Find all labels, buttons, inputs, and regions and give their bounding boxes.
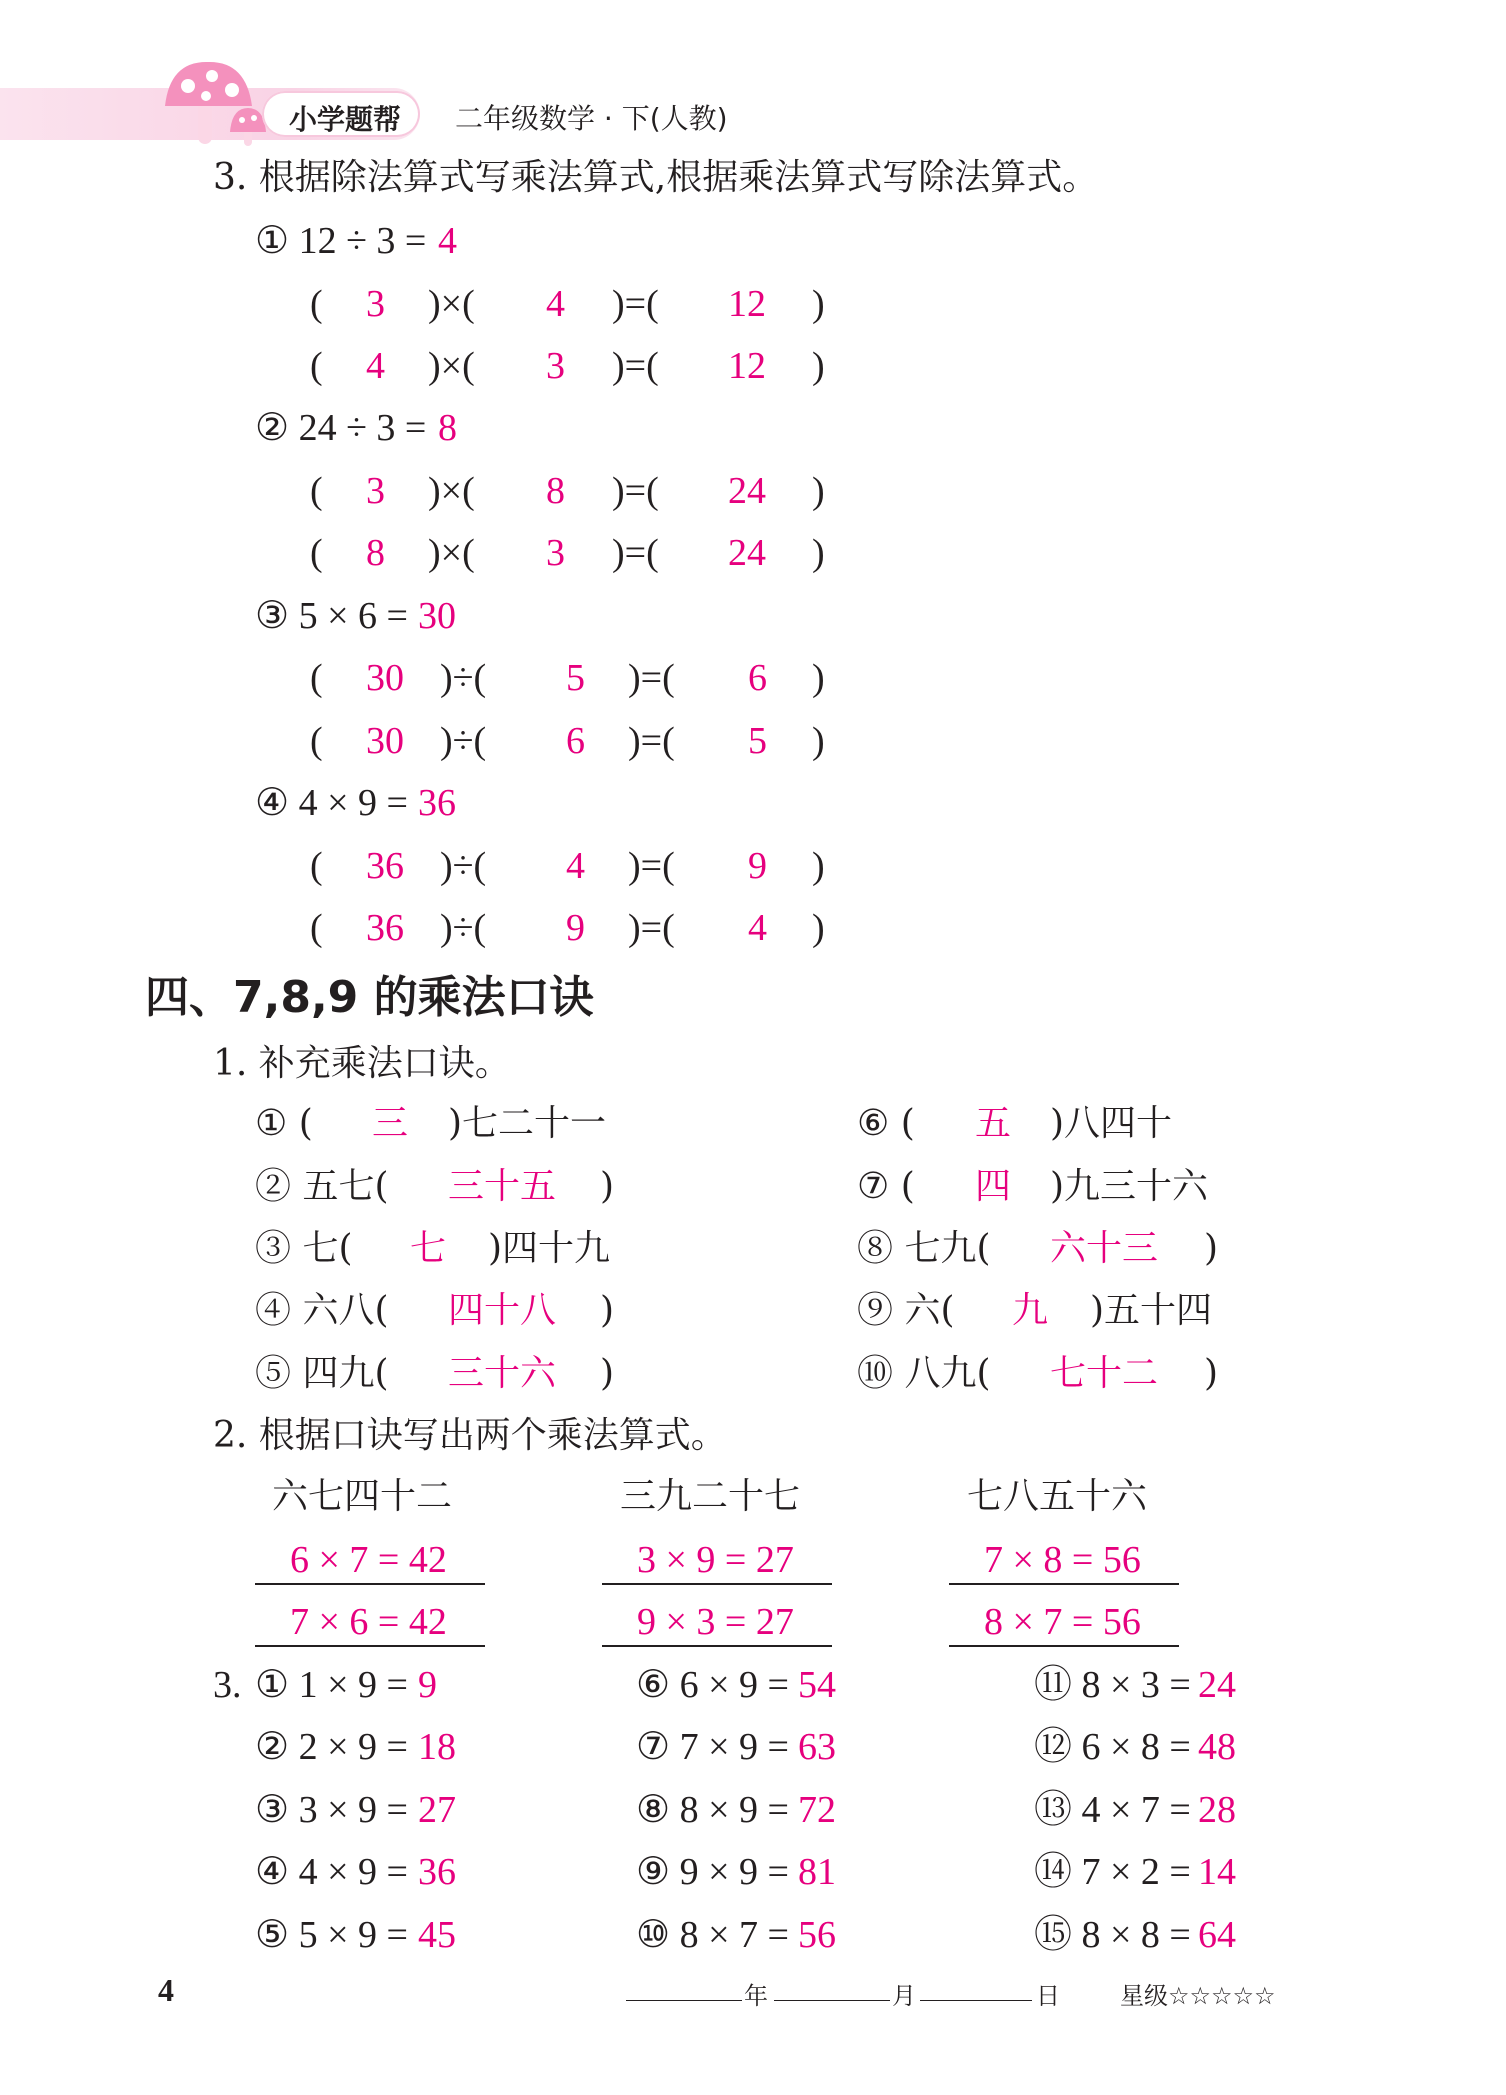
paren-open: ( [310,657,323,699]
q3-item-answer: 8 [438,407,457,449]
paren-close: ) [812,283,825,325]
p1-item-answer: 四 [975,1166,1012,1207]
year-blank-line [626,2000,742,2001]
p1-item-pre: ⑩ 八九( [857,1353,991,1394]
p1-item-pre: ⑤ 四九( [255,1353,389,1394]
q3-item-label: ④ 4 × 9 = [255,782,408,824]
q3-row-b: 3 [546,532,565,574]
p1-item-pre: ⑧ 七九( [857,1228,991,1269]
p2-rhyme: 七八五十六 [967,1476,1148,1517]
equals-paren: )=( [612,532,659,574]
p1-item-answer: 六十三 [1050,1228,1159,1269]
paren-open: ( [310,907,323,949]
p3-question: ⑮ 8 × 8 = [1034,1914,1191,1956]
p1-item-pre: ⑥ ( [857,1103,915,1144]
p3-answer: 18 [418,1726,456,1768]
equals-paren: )=( [628,845,675,887]
equals-paren: )=( [612,470,659,512]
p3-question: ⑨ 9 × 9 = [636,1851,789,1893]
p3-question: ⑫ 6 × 8 = [1034,1726,1191,1768]
p1-item-pre: ⑦ ( [857,1166,915,1207]
paren-close: ) [812,470,825,512]
q3-row-a: 3 [366,470,385,512]
footer-rating: 星级☆☆☆☆☆ [1120,1982,1276,2010]
p3-answer: 27 [418,1789,456,1831]
q3-row-op: )÷( [440,657,487,699]
paren-open: ( [310,345,323,387]
q3-row-a: 36 [366,845,404,887]
p1-item-post: )七二十一 [448,1103,607,1144]
answer-line [949,1583,1179,1585]
q3-row-a: 8 [366,532,385,574]
q3-row-b: 4 [546,283,565,325]
p3-question: ④ 4 × 9 = [255,1851,408,1893]
p3-question: ⑤ 5 × 9 = [255,1914,408,1956]
p1-item-post: ) [1204,1353,1219,1394]
p1-item-pre: ① ( [255,1103,313,1144]
p1-item-post: )四十九 [488,1228,611,1269]
equals-paren: )=( [612,283,659,325]
q3-row-c: 24 [728,470,766,512]
p3-answer: 28 [1198,1789,1236,1831]
q3-row-c: 5 [748,720,767,762]
q3-row-b: 5 [566,657,585,699]
equals-paren: )=( [628,657,675,699]
q3-row-a: 3 [366,283,385,325]
paren-open: ( [310,283,323,325]
p2-title: 2. 根据口诀写出两个乘法算式。 [213,1415,727,1456]
equals-paren: )=( [628,720,675,762]
p3-question: ① 1 × 9 = [255,1664,408,1706]
answer-line [602,1583,832,1585]
p3-question: ⑦ 7 × 9 = [636,1726,789,1768]
paren-close: ) [812,345,825,387]
q3-row-b: 8 [546,470,565,512]
q3-row-op: )×( [428,470,475,512]
p3-question: ⑧ 8 × 9 = [636,1789,789,1831]
p3-answer: 24 [1198,1664,1236,1706]
paren-close: ) [812,657,825,699]
p3-answer: 54 [798,1664,836,1706]
p3-answer: 45 [418,1914,456,1956]
p1-item-post: ) [1204,1228,1219,1269]
q3-row-a: 36 [366,907,404,949]
equals-paren: )=( [612,345,659,387]
paren-close: ) [812,720,825,762]
paren-open: ( [310,720,323,762]
q3-row-c: 24 [728,532,766,574]
p1-item-answer: 三十五 [448,1166,557,1207]
p1-item-post: ) [600,1166,615,1207]
p3-answer: 81 [798,1851,836,1893]
footer-year-label: 年 [744,1982,768,2010]
q3-title: 3. 根据除法算式写乘法算式,根据乘法算式写除法算式。 [213,157,1099,198]
p1-item-pre: ② 五七( [255,1166,389,1207]
p3-answer: 64 [1198,1914,1236,1956]
q3-row-a: 30 [366,657,404,699]
p1-item-post: )九三十六 [1050,1166,1209,1207]
p1-item-answer: 七十二 [1050,1353,1159,1394]
q3-item-label: ③ 5 × 6 = [255,595,408,637]
q3-item-label: ② 24 ÷ 3 = [255,407,427,449]
p1-item-pre: ④ 六八( [255,1290,389,1331]
paren-close: ) [812,532,825,574]
p3-answer: 72 [798,1789,836,1831]
q3-row-c: 12 [728,345,766,387]
answer-line [255,1645,485,1647]
p2-rhyme: 六七四十二 [272,1476,453,1517]
p3-question: ⑭ 7 × 2 = [1034,1851,1191,1893]
p1-item-answer: 四十八 [448,1290,557,1331]
p1-item-answer: 九 [1012,1290,1049,1331]
p3-question: ⑪ 8 × 3 = [1034,1664,1191,1706]
q3-row-op: )×( [428,345,475,387]
q3-row-a: 30 [366,720,404,762]
p1-item-pre: ③ 七( [255,1228,353,1269]
paren-close: ) [812,845,825,887]
p3-question: ⑬ 4 × 7 = [1034,1789,1191,1831]
q3-item-answer: 30 [418,595,456,637]
q3-row-c: 4 [748,907,767,949]
p3-question: ⑥ 6 × 9 = [636,1664,789,1706]
paren-close: ) [812,907,825,949]
p3-answer: 9 [418,1664,437,1706]
q3-row-c: 6 [748,657,767,699]
page-number: 4 [158,1972,174,2008]
p1-item-answer: 三十六 [448,1353,557,1394]
p2-equation: 3 × 9 = 27 [637,1539,794,1581]
month-blank-line [774,2000,890,2001]
q3-item-answer: 36 [418,782,456,824]
p1-item-post: )五十四 [1090,1290,1213,1331]
p3-answer: 48 [1198,1726,1236,1768]
paren-open: ( [310,845,323,887]
q3-row-op: )×( [428,283,475,325]
p2-equation: 9 × 3 = 27 [637,1601,794,1643]
p1-item-post: ) [600,1290,615,1331]
p1-item-post: ) [600,1353,615,1394]
header-subject: 二年级数学 · 下(人教) [455,102,728,135]
p3-question: ③ 3 × 9 = [255,1789,408,1831]
q3-row-b: 3 [546,345,565,387]
p2-rhyme: 三九二十七 [620,1476,801,1517]
q3-row-op: )÷( [440,845,487,887]
q3-row-b: 9 [566,907,585,949]
p1-title: 1. 补充乘法口诀。 [213,1043,511,1084]
p1-item-answer: 五 [975,1103,1012,1144]
answer-line [255,1583,485,1585]
equals-paren: )=( [628,907,675,949]
header-tag-text: 小学题帮 [289,103,402,136]
q3-row-op: )÷( [440,720,487,762]
p2-equation: 7 × 6 = 42 [290,1601,447,1643]
p2-equation: 6 × 7 = 42 [290,1539,447,1581]
footer-month-label: 月 [892,1982,916,2010]
paren-open: ( [310,470,323,512]
p1-item-pre: ⑨ 六( [857,1290,955,1331]
q3-row-c: 9 [748,845,767,887]
answer-line [949,1645,1179,1647]
day-blank-line [920,2000,1032,2001]
p1-item-post: )八四十 [1050,1103,1173,1144]
p3-answer: 63 [798,1726,836,1768]
p3-label: 3. [213,1664,242,1706]
q3-item-answer: 4 [438,220,457,262]
p2-equation: 8 × 7 = 56 [984,1601,1141,1643]
q3-row-op: )×( [428,532,475,574]
p2-equation: 7 × 8 = 56 [984,1539,1141,1581]
q3-row-op: )÷( [440,907,487,949]
p3-answer: 14 [1198,1851,1236,1893]
p3-answer: 56 [798,1914,836,1956]
q3-row-c: 12 [728,283,766,325]
q3-row-b: 4 [566,845,585,887]
q3-row-a: 4 [366,345,385,387]
p3-question: ⑩ 8 × 7 = [636,1914,789,1956]
q3-row-b: 6 [566,720,585,762]
section-title: 四、7,8,9 的乘法口诀 [145,972,594,1023]
p1-item-answer: 三 [372,1103,409,1144]
footer-day-label: 日 [1036,1982,1060,2010]
q3-item-label: ① 12 ÷ 3 = [255,220,427,262]
paren-open: ( [310,532,323,574]
p1-item-answer: 七 [410,1228,447,1269]
mushroom-icon [160,56,270,152]
p3-answer: 36 [418,1851,456,1893]
answer-line [602,1645,832,1647]
p3-question: ② 2 × 9 = [255,1726,408,1768]
